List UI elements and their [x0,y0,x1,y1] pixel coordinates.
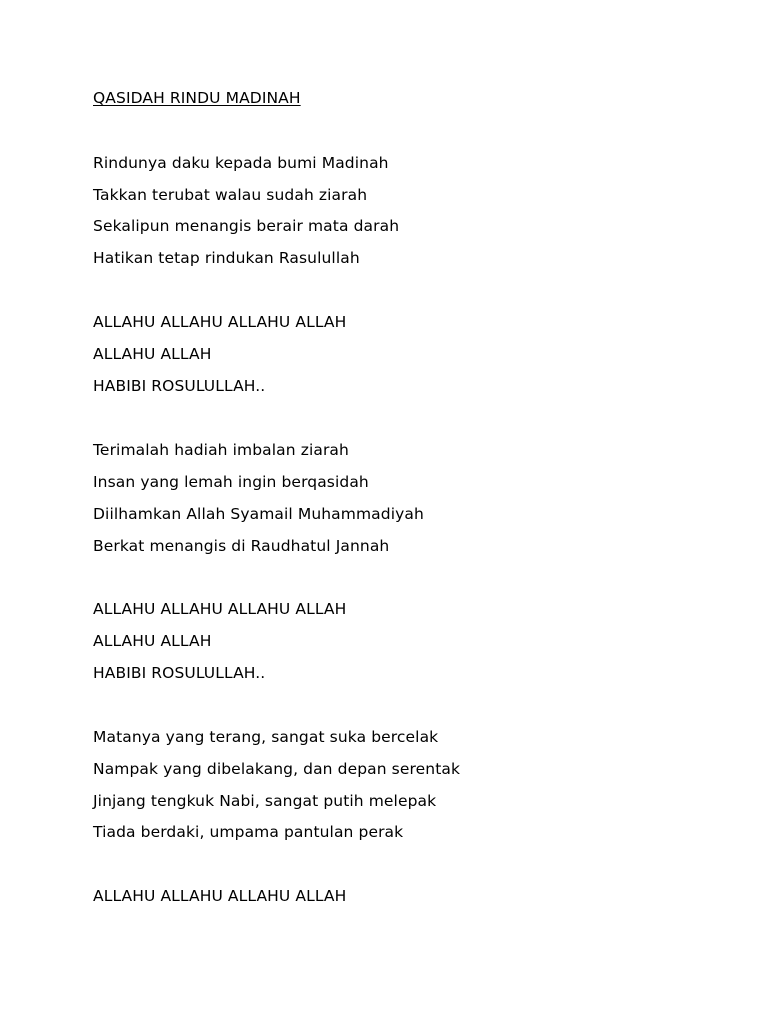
stanza-1-line-3: Sekalipun menangis berair mata darah [93,217,400,235]
stanza-1-line-4: Hatikan tetap rindukan Rasulullah [93,249,360,267]
chorus-1-line-2: ALLAHU ALLAH [93,345,212,363]
stanza-3-line-3: Jinjang tengkuk Nabi, sangat putih melepak [93,792,437,810]
stanza-2-line-1: Terimalah hadiah imbalan ziarah [93,441,349,459]
document-title: QASIDAH RINDU MADINAH [93,89,301,107]
stanza-2-line-3: Diilhamkan Allah Syamail Muhammadiyah [93,505,424,523]
chorus-2-line-2: ALLAHU ALLAH [93,632,212,650]
stanza-3-line-1: Matanya yang terang, sangat suka bercelak [93,728,439,746]
stanza-3-line-4: Tiada berdaki, umpama pantulan perak [93,823,404,841]
chorus-1-line-1: ALLAHU ALLAHU ALLAHU ALLAH [93,313,347,331]
stanza-1-line-1: Rindunya daku kepada bumi Madinah [93,154,389,172]
chorus-1-line-3: HABIBI ROSULULLAH.. [93,377,266,395]
stanza-2-line-2: Insan yang lemah ingin berqasidah [93,473,369,491]
stanza-1-line-2: Takkan terubat walau sudah ziarah [93,186,368,204]
stanza-3-line-2: Nampak yang dibelakang, dan depan serentak [93,760,461,778]
chorus-3-line-1: ALLAHU ALLAHU ALLAHU ALLAH [93,887,347,905]
stanza-2-line-4: Berkat menangis di Raudhatul Jannah [93,537,390,555]
chorus-2-line-1: ALLAHU ALLAHU ALLAHU ALLAH [93,600,347,618]
chorus-2-line-3: HABIBI ROSULULLAH.. [93,664,266,682]
